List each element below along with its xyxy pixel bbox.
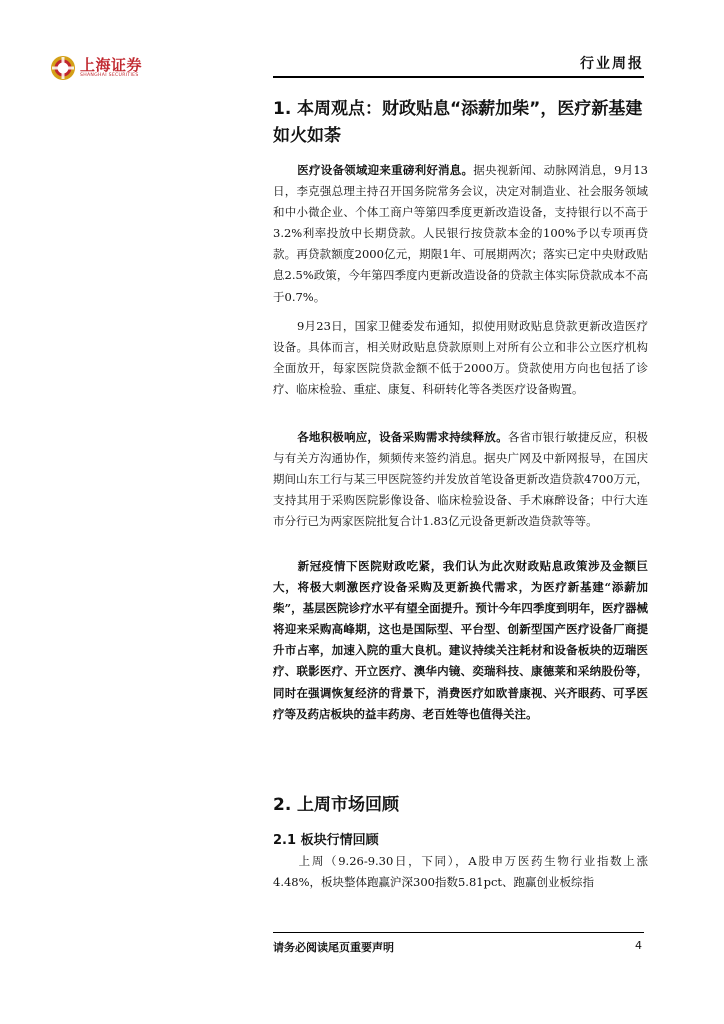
section-1-title-text: 本周观点：财政贴息“添薪加柴”，医疗新基建如火如荼 — [273, 99, 643, 146]
subsection-2-1-number: 2.1 — [273, 833, 297, 848]
footer-divider — [273, 932, 644, 933]
subsection-2-1-title — [273, 829, 379, 848]
paragraph-5 — [273, 851, 648, 893]
logo-mark-icon — [50, 55, 76, 81]
paragraph-2-text: 9月23日，国家卫健委发布通知，拟使用财政贴息贷款更新改造医疗设备。具体而言，相关财政贴息贷款原则上对所有公立和非公立医疗机构全面放开，每家医院贷款金额不低于2000万。贷款使用方向也包括了诊疗、临床检验、重症、康复、科研转化等各类医疗设备购置。 — [273, 319, 648, 397]
section-1-title — [273, 96, 648, 150]
company-logo — [50, 55, 142, 81]
subsection-2-1-title-text: 板块行情回顾 — [300, 833, 379, 848]
header-divider — [273, 76, 644, 78]
section-1-number: 1. — [273, 99, 292, 119]
paragraph-1-lead: 医疗设备领域迎来重磅利好消息。 — [297, 163, 474, 177]
logo-text-en: SHANGHAI SECURITIES — [80, 73, 139, 78]
logo-text-cn: 上海证券 — [80, 56, 143, 74]
paragraph-5-text: 上周（9.26-9.30日，下同），A股申万医药生物行业指数上涨4.48%，板块整体跑赢沪深300指数5.81pct、跑赢创业板综指 — [273, 854, 648, 890]
section-2-title — [273, 792, 399, 819]
paragraph-3-text: 各省市银行敏捷反应，积极与有关方沟通协作，频频传来签约消息。据央广网及中新网报导，在国庆期间山东工行与某三甲医院签约并发放首笔设备更新改造贷款4700万元，支持其用于采购医院影像设备、临床检验设备、手术麻醉设备；中行大连市分行已为两家医院批复合计1.83亿元设备更新改造贷款等等。 — [273, 430, 649, 529]
paragraph-1 — [273, 160, 648, 308]
report-type: 行业周报 — [580, 56, 644, 72]
paragraph-3 — [273, 427, 648, 532]
section-2-number: 2. — [273, 795, 292, 815]
page-number: 4 — [635, 939, 642, 952]
paragraph-4 — [273, 556, 648, 725]
section-2-title-text: 上周市场回顾 — [297, 795, 399, 815]
paragraph-2 — [273, 316, 648, 400]
paragraph-4-text: 新冠疫情下医院财政吃紧，我们认为此次财政贴息政策涉及金额巨大，将极大刺激医疗设备采购及更新换代需求，为医疗新基建“添薪加柴”，基层医院诊疗水平有望全面提升。预计今年四季度到明年，医疗器械将迎来采购高峰期，这也是国际型、平台型、创新型国产医疗设备厂商提升市占率，加速入院的重大良机。建议持续关注耗材和设备板块的迈瑞医疗、联影医疗、开立医疗、澳华内镜、奕瑞科技、康德莱和采纳股份等，同时在强调恢复经济的背景下，消费医疗如欧普康视、兴齐眼药、可孚医疗等及药店板块的益丰药房、老百姓等也值得关注。 — [273, 559, 648, 721]
paragraph-3-lead: 各地积极响应，设备采购需求持续释放。 — [297, 430, 508, 444]
paragraph-1-text: 据央视新闻、动脉网消息，9月13日，李克强总理主持召开国务院常务会议，决定对制造业、社会服务领域和中小微企业、个体工商户等第四季度更新改造设备，支持银行以不高于3.2%利率投放中长期贷款。人民银行按贷款本金的100%予以专项再贷款。再贷款额度2000亿元，期限1年、可展期两次；落实已定中央财政贴息2.5%政策，今年第四季度内更新改造设备的贷款主体实际贷款成本不高于0.7%。 — [273, 163, 649, 304]
footer-disclaimer: 请务必阅读尾页重要声明 — [273, 941, 394, 954]
